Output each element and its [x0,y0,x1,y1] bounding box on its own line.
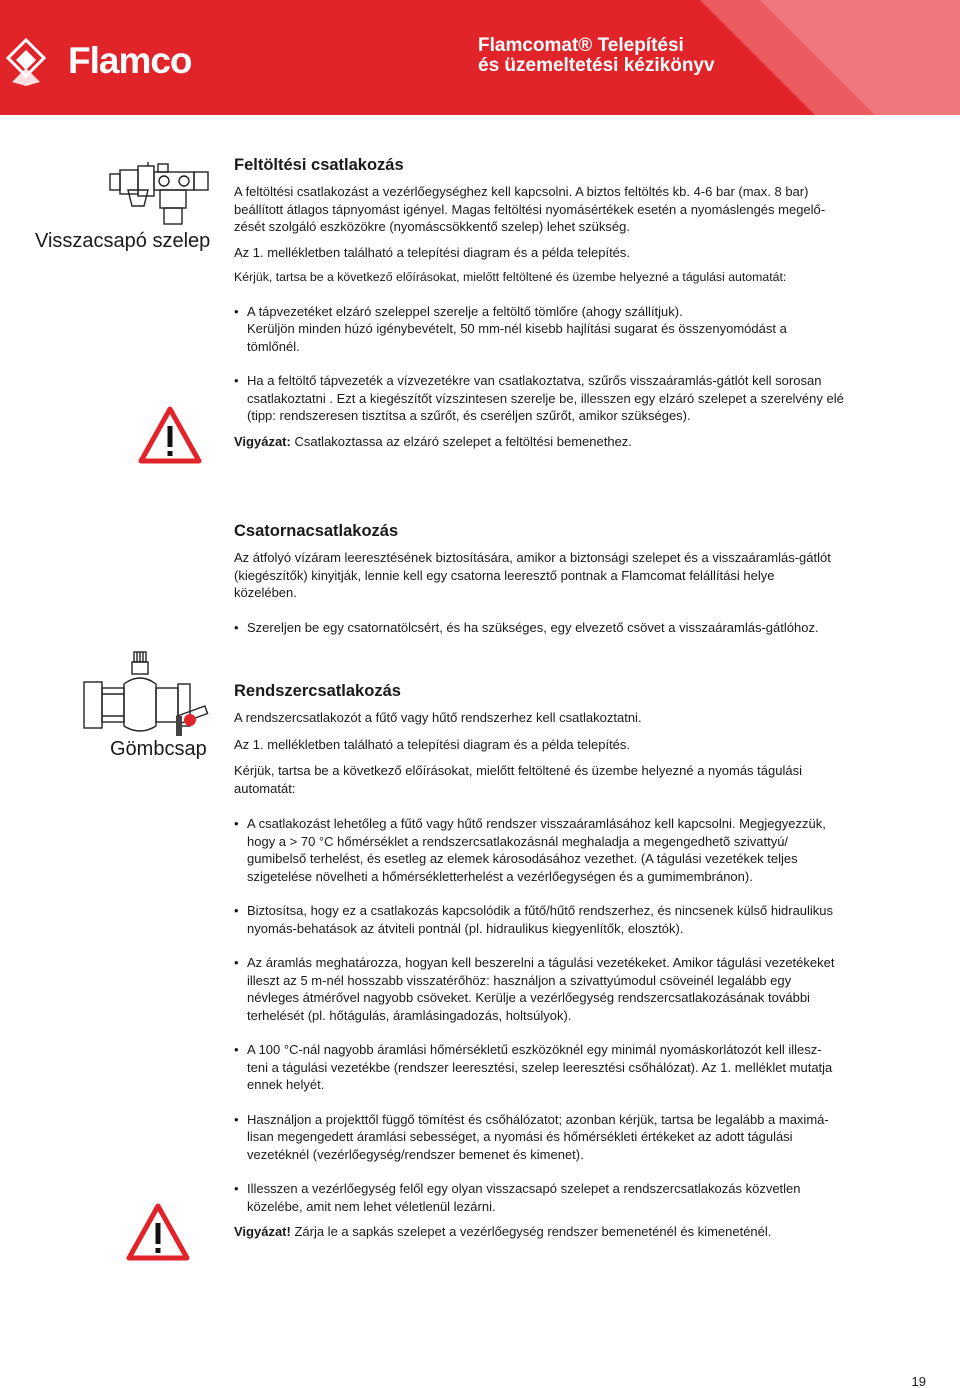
flamco-logo-icon [6,38,46,88]
fill-paragraph-3: Kérjük, tartsa be a következő előírásokat, mielőtt feltöltené és üzembe helyezné a tágulási automatát: [234,270,787,284]
system-bullet-2 [234,902,874,937]
drain-paragraph-line2: (kiegészítők) kinyitják, lennie kell egy csatorna leeresztő pontnak a Flamcomat felállítási helye [234,567,775,583]
system-paragraph-1: A rendszercsatlakozót a fűtő vagy hűtő rendszerhez kell csatlakoztatni. [234,710,642,725]
system-bullet-3 [234,954,874,1024]
fill-paragraph-1-line2: beállított átlagos tápnyomást igényel. Magas feltöltési nyomásértékek esetén a nyomáslengés megelő- [234,201,826,217]
fill-paragraph-2: Az 1. mellékletben található a telepítési diagram és a példa telepítés. [234,244,631,260]
fill-bullet-1-line2: Kerüljön minden húzó igénybevételt, 50 mm-nél kisebb hajlítási sugarat és összenyomódást a [247,321,787,336]
drain-paragraph-line3: közelében. [234,585,297,600]
warning-triangle-icon [126,1203,190,1261]
system-bullet-1 [234,815,874,885]
fill-bullet-1 [234,303,874,356]
page-number: 19 [911,1374,926,1388]
ball-valve-caption: Gömbcsap [110,738,207,760]
system-bullet-5-line1: • Használjon a projekttől függő tömítést és csőhálózatot; azonban kérjük, tartsa be legalább a maximá- [247,1111,829,1127]
system-bullet-4-line2: teni a tágulási vezetékbe (rendszer leeresztési, szelep leeresztési csőhálózat). Az 1. melléklet mutatja [247,1059,833,1075]
system-bullet-2-line2: nyomás-behatások az átviteli pontnál (pl. hidraulikus kiegyenlítők, elosztók). [247,920,684,936]
system-bullet-3-line4: terhelését (pl. hőtágulás, áramlásingadozás, holtsúlyok). [247,1007,572,1023]
fill-bullet-2 [234,372,874,425]
fill-connection-section [234,155,874,450]
system-bullet-4-line1: • A 100 °C-nál nagyobb áramlási hőmérsékletű eszközöknél egy minimál nyomáskorlátozót kell illesz- [247,1042,822,1057]
system-warning-text [234,1223,874,1241]
system-paragraph-3-line1: Kérjük, tartsa be a következő előírásokat, mielőtt feltöltené és üzembe helyezné a nyomás tágulási [234,763,802,778]
check-valve-caption: Visszacsapó szelep [35,230,211,252]
system-bullet-5 [234,1111,874,1164]
system-paragraph-2: Az 1. mellékletben található a telepítési diagram és a példa telepítés. [234,736,631,752]
check-valve-illustration [108,160,214,230]
fill-warning-text [234,433,874,451]
warning-triangle-icon [138,406,202,464]
system-bullet-5-line3: vezetéknél (vezérlőegység/rendszer bemenet és kimenet). [247,1146,584,1162]
system-bullet-3-line2: illeszt az 5 m-nél hosszabb visszatérőhöz: használjon a szivattyúmodul csöveinél legalább egy [247,972,792,988]
fill-bullet-2-line1: • Ha a feltöltő tápvezeték a vízvezetékre van csatlakoztatva, szűrős visszaáramlás-gátlót kell sorosan [247,373,822,388]
system-bullet-4-line3: ennek helyét. [247,1077,325,1092]
system-paragraph-3-line2: automatát: [234,780,296,796]
system-warning-label: Vigyázat! [234,1224,291,1239]
system-bullet-4 [234,1041,874,1094]
system-bullet-6-line2: közelébe, amit nem lehet véletlenül lezárni. [247,1198,496,1214]
drain-bullet-1: • Szereljen be egy csatornatölcsért, és ha szükséges, egy elvezető csövet a visszaáramlás-gátlóhoz. [234,619,874,637]
drain-paragraph-line1: Az átfolyó vízáram leeresztésének biztosítására, amikor a biztonsági szelepet és a visszaáramlás-gátlót [234,550,831,565]
system-bullet-1-line2: hogy a > 70 °C hőmérséklet a rendszercsatlakozásnál meghaladja a megengedhetõ szivattyú/ [247,833,789,849]
page-header [0,0,960,115]
fill-bullet-2-line2: csatlakoztatni . Ezt a kiegészítőt vízszintesen szerelje be, illesszen egy elzáró szelepet a szerelvény elé [247,390,844,406]
fill-warning-label: Vigyázat: [234,433,291,449]
system-connection-section [234,681,874,1241]
system-bullet-1-line3: gumibelső terhelést, és esetleg az elemek károsodásához vezethet. (A tágulási vezetékek teljes [247,851,798,866]
fill-paragraph-1-line1: A feltöltési csatlakozást a vezérlőegységhez kell kapcsolni. A biztos feltöltés kb. 4-6 bar (max. 8 bar) [234,184,809,199]
document-title [478,36,715,76]
fill-section-title: Feltöltési csatlakozás [234,156,404,174]
system-warning-body: Zárja le a sapkás szelepet a vezérlőegység rendszer bemeneténél és kimeneténél. [290,1224,772,1239]
system-bullet-2-line1: • Biztosítsa, hogy ez a csatlakozás kapcsolódik a fűtő/hűtő rendszerhez, és nincsenek külső hidraulikus [247,903,834,918]
drain-section-title: Csatornacsatlakozás [234,522,399,540]
drain-connection-section [234,521,874,636]
fill-bullet-1-line3: tömlőnél. [247,338,300,354]
system-section-title: Rendszercsatlakozás [234,682,401,700]
system-bullet-1-line4: szigetelése növelheti a hőmérsékletterhelést a vezérlőegységen és a gumimembránon). [247,868,753,884]
system-bullet-3-line3: névleges átmérővel nagyobb csöveket. Kerülje a vezérlőegység rendszercsatlakozásának további [247,990,810,1005]
system-bullet-3-line1: • Az áramlás meghatározza, hogyan kell beszerelni a tágulási vezetékeket. Amikor tágulási vezetékeket [247,955,835,970]
fill-paragraph-1-line3: zését szolgáló eszközökre (nyomáscsökkentő szelep) lehet szükség. [234,219,630,234]
brand-name: Flamco [68,40,192,81]
system-bullet-1-line1: • A csatlakozást lehetőleg a fűtő vagy hűtő rendszer visszaáramlásához kell kapcsolni. Megjegyezzük, [247,816,826,831]
document-title-line1: Flamcomat® Telepítési [478,35,684,56]
system-bullet-6-line1: • Illesszen a vezérlőegység felől egy olyan visszacsapó szelepet a rendszercsatlakozás közvetlen [247,1181,801,1196]
fill-bullet-1-line1: • A tápvezetéket elzáró szeleppel szerelje a feltöltő tömlőre (ahogy szállítjuk). [247,303,683,319]
system-bullet-6 [234,1180,874,1215]
fill-bullet-2-line3: (tipp: rendszeresen tisztítsa a szűrőt, és cseréljen szűrőt, amikor szükséges). [247,408,691,423]
fill-warning-body: Csatlakoztassa az elzáró szelepet a feltöltési bemenethez. [290,433,632,449]
document-title-line2: és üzemeltetési kézikönyv [478,55,715,76]
ball-valve-illustration [82,650,214,736]
system-bullet-5-line2: lisan megengedett áramlási sebességet, a nyomási és hőmérsékleti értékeket az adott tágulási [247,1129,793,1144]
